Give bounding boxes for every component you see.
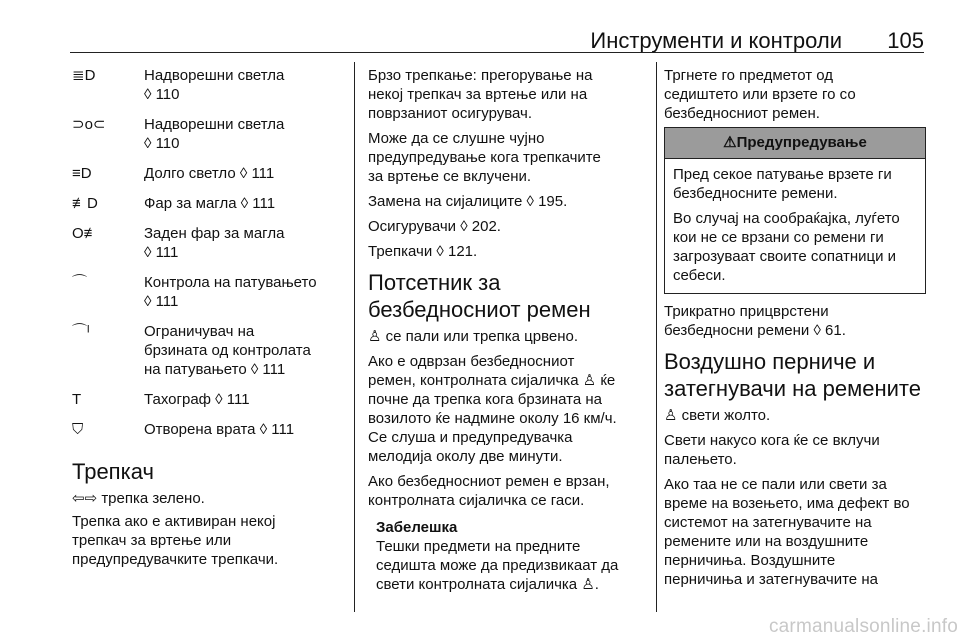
symbol-row — [72, 390, 344, 409]
symbol-row — [72, 115, 344, 153]
seatbelt-reminder-icon: ♙ — [368, 328, 382, 345]
cross-reference: Трепкачи ◊ 121. — [368, 243, 478, 260]
column-divider-1 — [354, 62, 355, 612]
symbol-row — [72, 420, 344, 439]
symbol-description: Фар за магла ◊ 111 — [144, 195, 276, 212]
symbol-description: Ограничувач на брзината од контролата на патувањето ◊ 111 — [144, 323, 311, 378]
page-number: 105 — [887, 28, 924, 53]
rear-fog-icon: O≢ — [72, 225, 99, 242]
cross-reference: Замена на сијалиците ◊ 195. — [368, 193, 568, 210]
cross-reference: Осигурувачи ◊ 202. — [368, 218, 501, 235]
symbol-description: Тахограф ◊ 111 — [144, 391, 250, 408]
symbol-list — [72, 66, 344, 439]
paragraph: Трикратно прицврстени безбедносни ремени ◊ 61. — [664, 303, 846, 339]
turn-signal-arrows-icon: ⇦⇨ — [72, 490, 98, 507]
paragraph: Брзо трепкање: прегорување на некој трепкач за вртење или на поврзаниот осигурувач. — [368, 67, 593, 122]
paragraph: Ако таа не се пали или свети за време на возењето, има дефект во системот на затегнувачите на ремените или на воздушните перничиња. Воздушните перничиња и затегнувачите на — [664, 476, 910, 588]
speed-limiter-icon: ⌒ᴵ — [72, 323, 90, 340]
tachograph-icon: T — [72, 391, 82, 408]
symbol-description: Надворешни светла ◊ 110 — [144, 116, 285, 152]
symbol-row — [72, 194, 344, 213]
column-divider-2 — [656, 62, 657, 612]
symbol-description: Отворена врата ◊ 111 — [144, 421, 295, 438]
paragraph: Може да се слушне чујно предупредување кога трепкачите за вртење се вклучени. — [368, 130, 601, 185]
symbol-description: Контрола на патувањето ◊ 111 — [144, 274, 317, 310]
warning-box — [664, 127, 926, 294]
symbol-row — [72, 164, 344, 183]
symbol-row — [72, 322, 344, 379]
paragraph: ♙ се пали или трепка црвено. — [368, 328, 579, 345]
warning-text: Во случај на сообраќајка, луѓето кои не се врзани со ремени ги загрозуваат своите сопатници и себеси. — [673, 210, 900, 284]
paragraph: ⇦⇨ трепка зелено. — [72, 490, 205, 507]
page-title: Инструменти и контроли — [590, 28, 842, 53]
paragraph: ♙ свети жолто. — [664, 407, 771, 424]
watermark: carmanualsonline.info — [768, 616, 958, 637]
page-header — [0, 28, 960, 52]
section-heading-airbag: Воздушно перниче и затегнувачи на ремените — [664, 349, 921, 401]
symbol-row — [72, 66, 344, 104]
note-text: Тешки предмети на предните седишта може да предизвикаат да свети контролната сијаличка ♙. — [376, 538, 619, 593]
cruise-control-icon: ⌒ — [72, 274, 88, 291]
main-beam-icon: ≡D — [72, 165, 92, 182]
section-heading-seatbelt: Потсетник за безбедносниот ремен — [368, 270, 591, 322]
symbol-row — [72, 273, 344, 311]
side-lights-icon: ⊃o⊂ — [72, 116, 106, 133]
airbag-warning-icon: ♙ — [664, 407, 678, 424]
seatbelt-reminder-icon: ♙ — [582, 372, 597, 389]
section-heading-turn-signal: Трепкач — [72, 459, 154, 484]
high-beam-indicator-icon: ≣D — [72, 67, 96, 84]
symbol-description: Надворешни светла ◊ 110 — [144, 67, 285, 103]
symbol-description: Заден фар за магла ◊ 111 — [144, 225, 285, 261]
paragraph: Тргнете го предметот од седиштето или врзете го со безбедносниот ремен. — [664, 67, 856, 122]
seatbelt-reminder-icon: ♙ — [581, 576, 595, 593]
column-2 — [368, 66, 650, 594]
paragraph: Ако е одврзан безбедносниот ремен, контролната сијаличка ♙ ќе почне да трепка кога брзината на возилото ќе надмине околу 16 км/ч. Се слуша и предупредувачка мелодија околу две минути. — [368, 353, 617, 465]
note-title: Забелешка — [376, 519, 458, 536]
column-1 — [72, 66, 344, 569]
paragraph: Трепка ако е активиран некој трепкач за вртење или предупредувачките трепкачи. — [72, 513, 279, 568]
note-block — [368, 518, 650, 594]
paragraph: Свети накусо кога ќе се вклучи палењето. — [664, 432, 880, 468]
front-fog-icon: ≢D — [72, 195, 98, 212]
warning-title: ⚠Предупредување — [665, 128, 925, 159]
symbol-row — [72, 224, 344, 262]
symbol-description: Долго светло ◊ 111 — [144, 165, 275, 182]
door-open-icon: ⛉ — [72, 421, 84, 438]
header-rule — [70, 52, 924, 53]
paragraph: Ако безбедносниот ремен е врзан, контролната сијаличка се гаси. — [368, 473, 610, 509]
warning-text: Пред секое патување врзете ги безбедносните ремени. — [673, 166, 892, 202]
column-3 — [664, 66, 926, 589]
